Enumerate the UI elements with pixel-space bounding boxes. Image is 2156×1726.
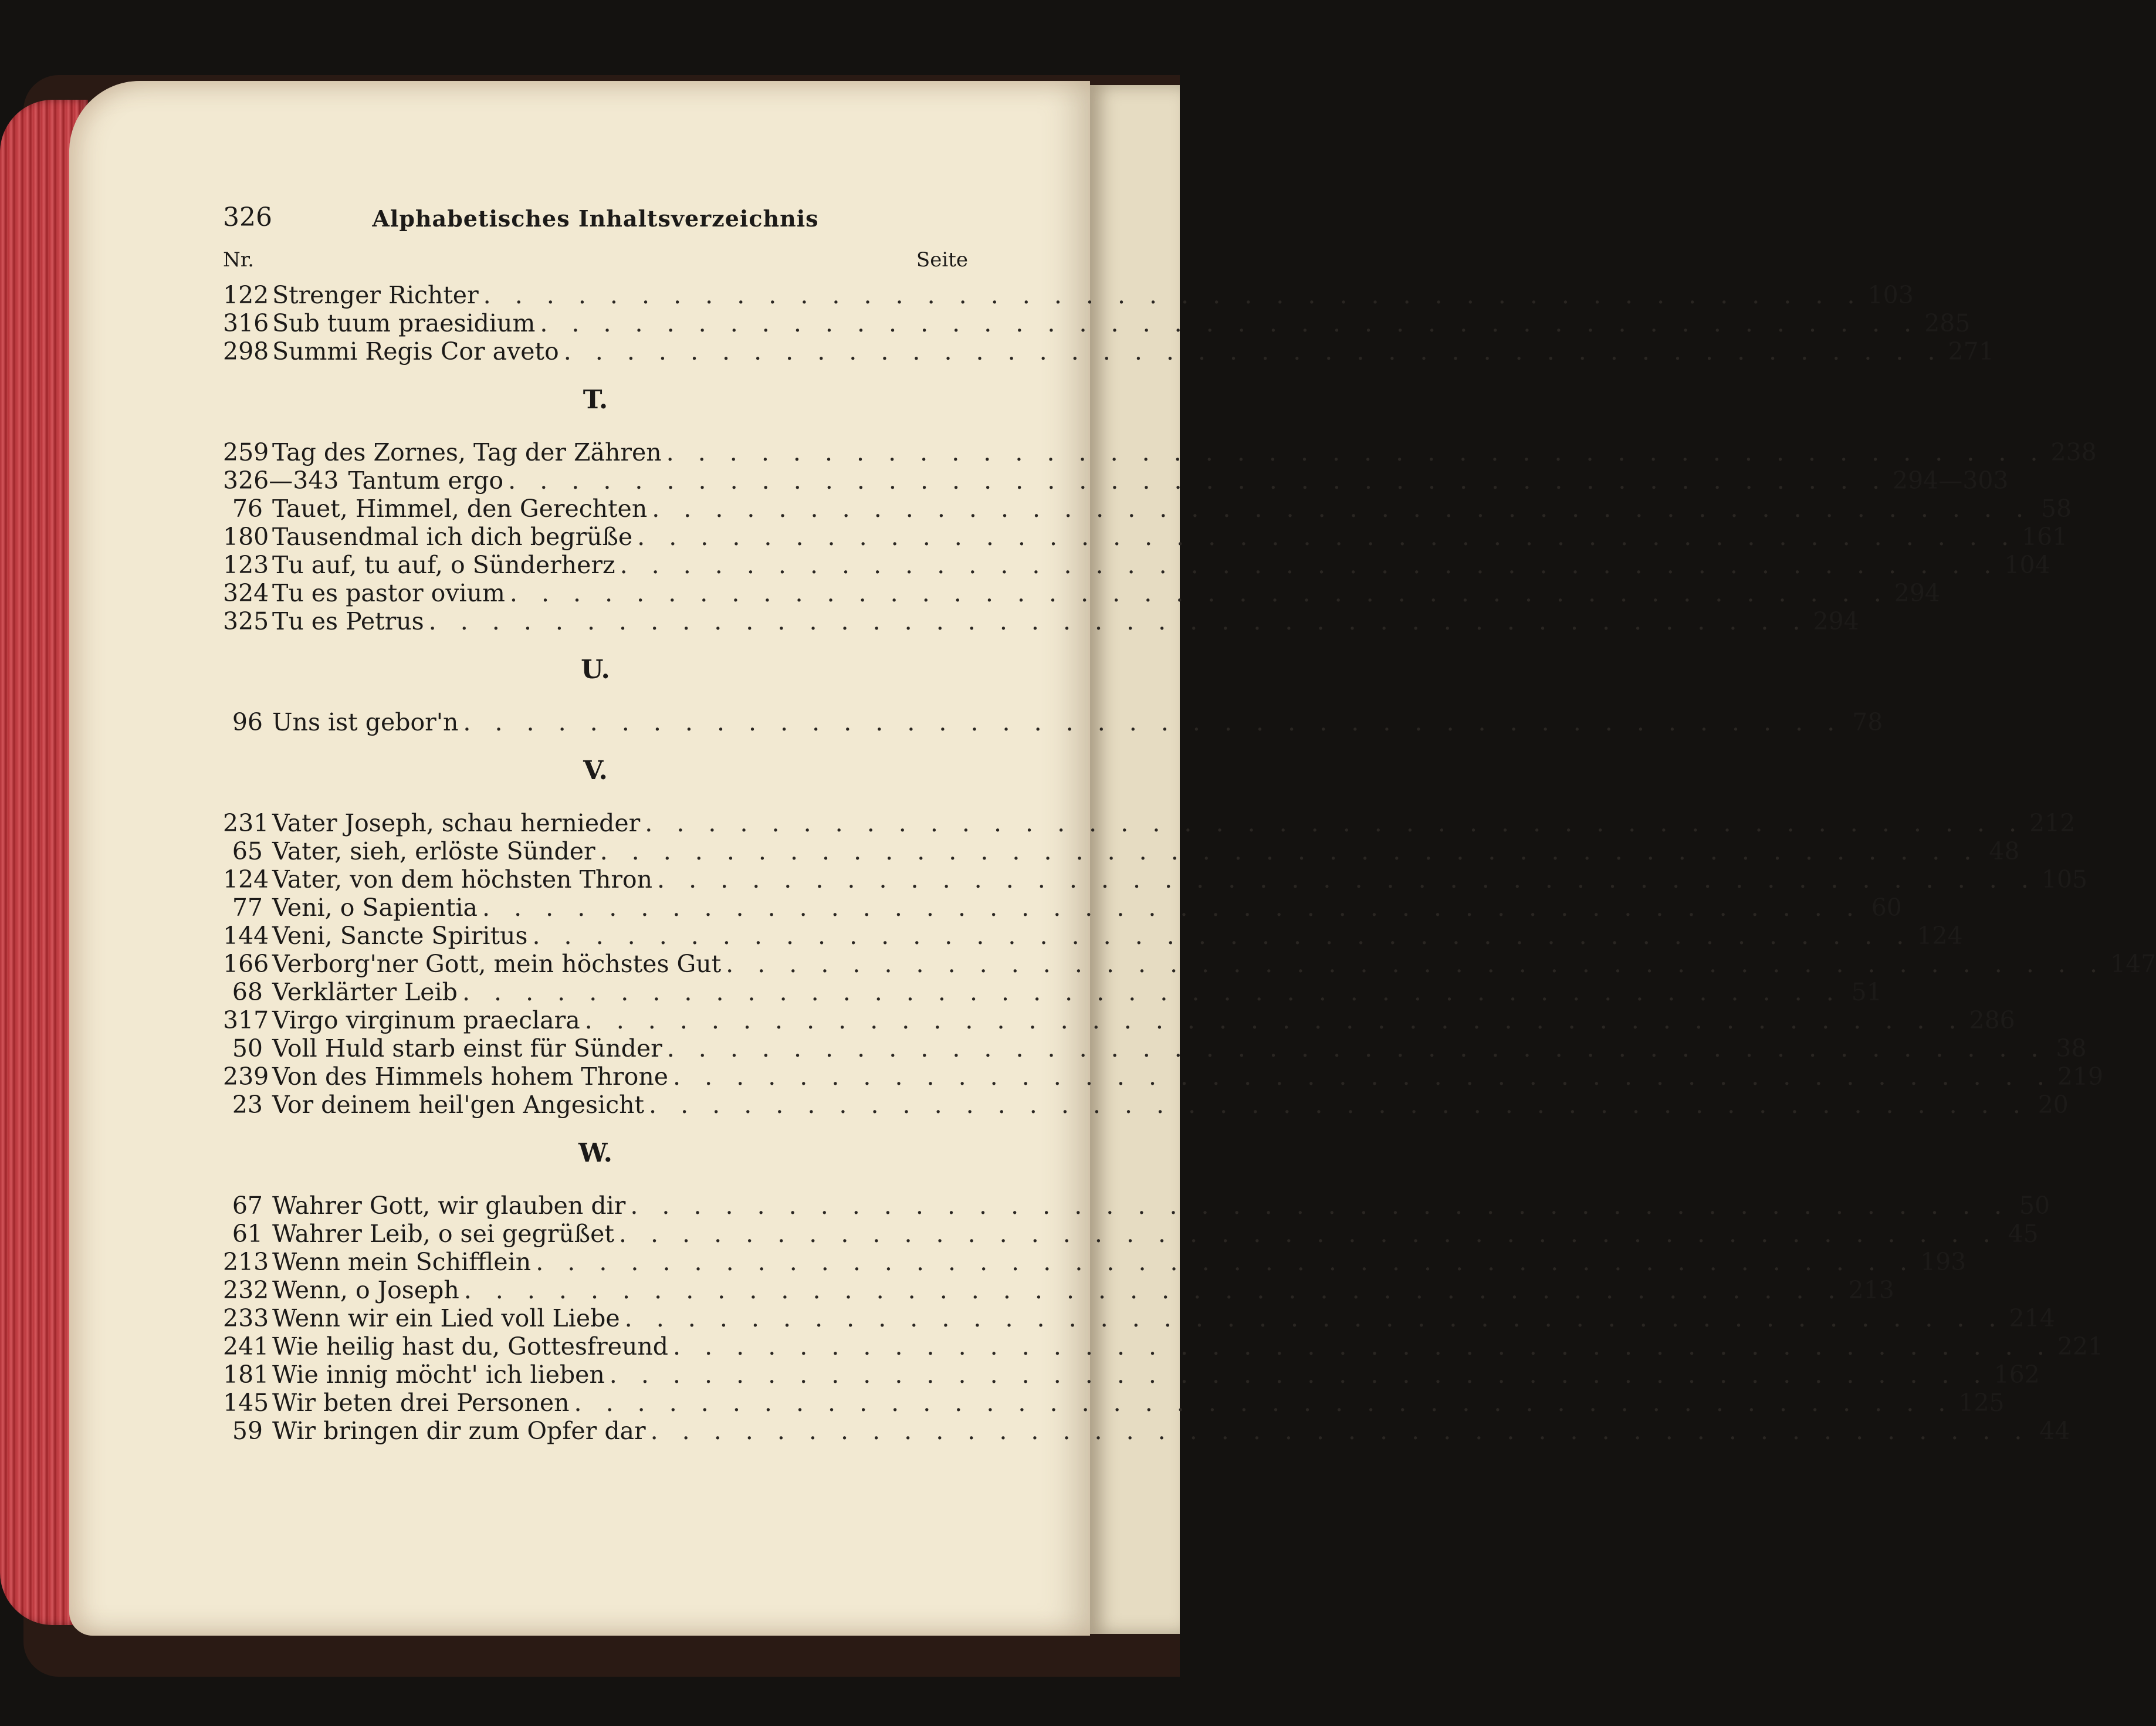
- entry-page: 48: [1989, 837, 2020, 865]
- leader-dots: . . . . . . . . . . . . . . . . . . . . . . . . . . . . . . . . . . . . . . . . . . . .: [462, 978, 1842, 1006]
- entry-number: 23: [232, 1091, 263, 1119]
- leader-dots: . . . . . . . . . . . . . . . . . . . . . . . . . . . . . . . . . . . . . . . . . . . .: [673, 1062, 2053, 1091]
- leader-dots: . . . . . . . . . . . . . . . . . . . . . . . . . . . . . . . . . . . . . . . . . . . .: [574, 1389, 1954, 1417]
- entry-page: 286: [1969, 1006, 2015, 1034]
- index-entry: [223, 950, 2156, 978]
- entry-number: 180: [223, 523, 269, 551]
- entry-number: 317: [223, 1006, 269, 1034]
- index-entry: [223, 579, 1941, 607]
- entry-number: 68: [232, 978, 263, 1006]
- entry-number: 59: [232, 1417, 263, 1445]
- entry-title: Vor deinem heil'gen Angesicht: [272, 1091, 644, 1119]
- leader-dots: . . . . . . . . . . . . . . . . . . . . . . . . . . . . . . . . . . . . . . . . . . . .: [624, 1304, 2005, 1332]
- index-entry: [223, 337, 1994, 365]
- entry-title: Veni, o Sapientia: [272, 894, 478, 922]
- entry-number: 145: [223, 1389, 269, 1417]
- leader-dots: . . . . . . . . . . . . . . . . . . . . . . . . . . . . . . . . . . . . . . . . . . . .: [666, 1034, 2047, 1062]
- leader-dots: . . . . . . . . . . . . . . . . . . . . . . . . . . . . . . . . . . . . . . . . . . . .: [584, 1006, 1965, 1034]
- entry-number: 123: [223, 551, 269, 579]
- entry-title: Uns ist gebor'n: [272, 708, 459, 736]
- entry-page: 294: [1894, 579, 1941, 607]
- entry-title: Wahrer Gott, wir glauben dir: [272, 1192, 626, 1220]
- entry-page: 45: [2008, 1220, 2039, 1248]
- index-entry: [223, 894, 1902, 922]
- leader-dots: . . . . . . . . . . . . . . . . . . . . . . . . . . . . . . . . . . . . . . . . . . . .: [482, 894, 1862, 922]
- index-entry: [223, 1304, 2055, 1332]
- entry-page: 212: [2029, 809, 2076, 837]
- entry-title: Verklärter Leib: [272, 978, 458, 1006]
- index-entry: [223, 1361, 2040, 1389]
- entry-title: Tu es pastor ovium: [272, 579, 505, 607]
- entry-number: 259: [223, 438, 269, 466]
- index-entry: [223, 438, 2097, 466]
- entry-title: Summi Regis Cor aveto: [272, 337, 559, 365]
- entry-number: 61: [232, 1220, 263, 1248]
- entry-number: 324: [223, 579, 269, 607]
- entry-title: Von des Himmels hohem Throne: [272, 1062, 668, 1091]
- entry-page: 125: [1958, 1389, 2005, 1417]
- entry-title: Sub tuum praesidium: [272, 309, 536, 337]
- entry-title: Wie innig möcht' ich lieben: [272, 1361, 605, 1389]
- section-letter: V.: [583, 756, 608, 786]
- entry-title: Vater, von dem höchsten Thron: [272, 865, 653, 894]
- entry-page: 285: [1924, 309, 1971, 337]
- entry-title: Tu es Petrus: [272, 607, 424, 635]
- entry-title: Wahrer Leib, o sei gegrüßet: [272, 1220, 614, 1248]
- column-headings: [223, 248, 968, 281]
- entry-title: Wenn mein Schifflein: [272, 1248, 532, 1276]
- entry-title: Tu auf, tu auf, o Sünderherz: [272, 551, 615, 579]
- index-entry: [223, 978, 1882, 1006]
- entry-title: Wir beten drei Personen: [272, 1389, 570, 1417]
- leader-dots: . . . . . . . . . . . . . . . . . . . . . . . . . . . . . . . . . . . . . . . . . . . .: [620, 551, 2000, 579]
- entry-number: 232: [223, 1276, 269, 1304]
- index-entry: [223, 837, 2020, 865]
- leader-dots: . . . . . . . . . . . . . . . . . . . . . . . . . . . . . . . . . . . . . . . . . . . .: [618, 1220, 1999, 1248]
- index-entry: [223, 1248, 1967, 1276]
- entry-number: 67: [232, 1192, 263, 1220]
- index-entry: [223, 1062, 2104, 1091]
- leader-dots: . . . . . . . . . . . . . . . . . . . . . . . . . . . . . . . . . . . . . . . . . . . .: [645, 809, 2025, 837]
- entry-page: 124: [1917, 922, 1963, 950]
- entry-page: 104: [2004, 551, 2050, 579]
- index-entry: [223, 708, 1883, 736]
- leader-dots: . . . . . . . . . . . . . . . . . . . . . . . . . . . . . . . . . . . . . . . . . . . .: [508, 466, 1888, 495]
- entry-page: 162: [1993, 1361, 2040, 1389]
- entry-page: 60: [1871, 894, 1902, 922]
- index-entry: [223, 809, 2076, 837]
- entry-title: Vater, sieh, erlöste Sünder: [272, 837, 595, 865]
- leader-dots: . . . . . . . . . . . . . . . . . . . . . . . . . . . . . . . . . . . . . . . . . . . .: [666, 438, 2046, 466]
- entry-number: 233: [223, 1304, 269, 1332]
- entry-page: 147: [2110, 950, 2156, 978]
- leader-dots: . . . . . . . . . . . . . . . . . . . . . . . . . . . . . . . . . . . . . . . . . . . .: [463, 1276, 1844, 1304]
- section-letter: U.: [581, 655, 610, 685]
- leader-dots: . . . . . . . . . . . . . . . . . . . . . . . . . . . . . . . . . . . . . . . . . . . .: [536, 1248, 1916, 1276]
- index-entry: [223, 309, 1971, 337]
- entry-page: 193: [1920, 1248, 1967, 1276]
- index-entry: [223, 922, 1963, 950]
- index-entry: [223, 1417, 2070, 1445]
- entry-number: 231: [223, 809, 269, 837]
- entry-number: 213: [223, 1248, 269, 1276]
- entry-title: Wenn, o Joseph: [272, 1276, 459, 1304]
- index-entry: [223, 607, 1859, 635]
- entry-number: 241: [223, 1332, 269, 1361]
- entry-page: 20: [2037, 1091, 2069, 1119]
- entry-number: 122: [223, 281, 269, 309]
- entry-title: Verborg'ner Gott, mein höchstes Gut: [272, 950, 722, 978]
- entry-page: 271: [1948, 337, 1994, 365]
- index-content: [223, 202, 2156, 1445]
- column-heading-nr: Nr.: [223, 248, 255, 272]
- entry-page: 78: [1852, 708, 1883, 736]
- entry-page: 238: [2050, 438, 2097, 466]
- leader-dots: . . . . . . . . . . . . . . . . . . . . . . . . . . . . . . . . . . . . . . . . . . . .: [649, 1091, 2029, 1119]
- entry-number: 50: [232, 1034, 263, 1062]
- leader-dots: . . . . . . . . . . . . . . . . . . . . . . . . . . . . . . . . . . . . . . . . . . . .: [483, 281, 1863, 309]
- leader-dots: . . . . . . . . . . . . . . . . . . . . . . . . . . . . . . . . . . . . . . . . . . . .: [463, 708, 1843, 736]
- entry-page: 161: [2021, 523, 2068, 551]
- index-entry: [223, 1192, 2050, 1220]
- entry-page: 219: [2057, 1062, 2104, 1091]
- entry-number: 298: [223, 337, 269, 365]
- entry-title: Wir bringen dir zum Opfer dar: [272, 1417, 646, 1445]
- leader-dots: . . . . . . . . . . . . . . . . . . . . . . . . . . . . . . . . . . . . . . . . . . . .: [609, 1361, 1989, 1389]
- leader-dots: . . . . . . . . . . . . . . . . . . . . . . . . . . . . . . . . . . . . . . . . . . . .: [637, 523, 2017, 551]
- leader-dots: . . . . . . . . . . . . . . . . . . . . . . . . . . . . . . . . . . . . . . . . . . . .: [428, 607, 1809, 635]
- entry-number: 316: [223, 309, 269, 337]
- entry-page: 58: [2040, 495, 2072, 523]
- entry-number: 326—343: [223, 466, 339, 495]
- entry-number: 181: [223, 1361, 269, 1389]
- leader-dots: . . . . . . . . . . . . . . . . . . . . . . . . . . . . . . . . . . . . . . . . . . . .: [532, 922, 1913, 950]
- running-title: Alphabetisches Inhaltsverzeichnis: [372, 205, 819, 232]
- entry-number: 76: [232, 495, 263, 523]
- entry-title: Virgo virginum praeclara: [272, 1006, 580, 1034]
- index-entry: [223, 466, 2009, 495]
- entry-page: 38: [2056, 1034, 2087, 1062]
- entry-page: 221: [2057, 1332, 2104, 1361]
- index-entry: [223, 551, 2050, 579]
- entry-page: 44: [2039, 1417, 2070, 1445]
- column-heading-page: Seite: [916, 248, 968, 272]
- entry-page: 214: [2009, 1304, 2055, 1332]
- leader-dots: . . . . . . . . . . . . . . . . . . . . . . . . . . . . . . . . . . . . . . . . . . . .: [630, 1192, 2011, 1220]
- index-entry: [223, 1276, 1894, 1304]
- entry-title: Voll Huld starb einst für Sünder: [272, 1034, 662, 1062]
- leader-dots: . . . . . . . . . . . . . . . . . . . . . . . . . . . . . . . . . . . . . . . . . . . .: [726, 950, 2106, 978]
- index-entry: [223, 281, 1914, 309]
- entry-number: 144: [223, 922, 269, 950]
- index-entry: [223, 1389, 2005, 1417]
- entry-page: 51: [1851, 978, 1882, 1006]
- page-header: [223, 202, 968, 243]
- index-entry: [223, 495, 2072, 523]
- entry-number: 239: [223, 1062, 269, 1091]
- entry-title: Vater Joseph, schau hernieder: [272, 809, 641, 837]
- entry-page: 294: [1813, 607, 1859, 635]
- leader-dots: . . . . . . . . . . . . . . . . . . . . . . . . . . . . . . . . . . . . . . . . . . . .: [673, 1332, 2053, 1361]
- entry-title: Wie heilig hast du, Gottesfreund: [272, 1332, 669, 1361]
- entry-page: 105: [2041, 865, 2088, 894]
- index-entry: [223, 1034, 2087, 1062]
- index-entry: [223, 1006, 2015, 1034]
- entry-number: 166: [223, 950, 269, 978]
- index-entry: [223, 1091, 2069, 1119]
- leader-dots: . . . . . . . . . . . . . . . . . . . . . . . . . . . . . . . . . . . . . . . . . . . .: [650, 1417, 2030, 1445]
- entry-title: Tauet, Himmel, den Gerechten: [272, 495, 648, 523]
- entry-page: 103: [1867, 281, 1914, 309]
- index-entry: [223, 1332, 2104, 1361]
- entry-title: Tausendmal ich dich begrüße: [272, 523, 633, 551]
- leader-dots: . . . . . . . . . . . . . . . . . . . . . . . . . . . . . . . . . . . . . . . . . . . .: [540, 309, 1920, 337]
- entry-number: 325: [223, 607, 269, 635]
- entry-number: 65: [232, 837, 263, 865]
- entry-page: 294—303: [1892, 466, 2009, 495]
- entry-title: Strenger Richter: [272, 281, 479, 309]
- leader-dots: . . . . . . . . . . . . . . . . . . . . . . . . . . . . . . . . . . . . . . . . . . . .: [563, 337, 1944, 365]
- leader-dots: . . . . . . . . . . . . . . . . . . . . . . . . . . . . . . . . . . . . . . . . . . . .: [509, 579, 1890, 607]
- entry-title: Tag des Zornes, Tag der Zähren: [272, 438, 662, 466]
- index-entry: [223, 865, 2088, 894]
- section-letter: W.: [578, 1138, 612, 1168]
- entry-title: Wenn wir ein Lied voll Liebe: [272, 1304, 620, 1332]
- section-letter: T.: [583, 385, 608, 415]
- index-entry: [223, 523, 2068, 551]
- entry-number: 96: [232, 708, 263, 736]
- index-entry: [223, 1220, 2039, 1248]
- entry-number: 77: [232, 894, 263, 922]
- entry-page: 50: [2019, 1192, 2050, 1220]
- leader-dots: . . . . . . . . . . . . . . . . . . . . . . . . . . . . . . . . . . . . . . . . . . . .: [657, 865, 2037, 894]
- entry-number: 124: [223, 865, 269, 894]
- entry-title: Veni, Sancte Spiritus: [272, 922, 528, 950]
- page-number: 326: [223, 202, 272, 232]
- leader-dots: . . . . . . . . . . . . . . . . . . . . . . . . . . . . . . . . . . . . . . . . . . . .: [652, 495, 2032, 523]
- entry-title: Tantum ergo: [348, 466, 504, 495]
- entry-page: 213: [1848, 1276, 1894, 1304]
- index-sections: [223, 281, 2156, 1445]
- leader-dots: . . . . . . . . . . . . . . . . . . . . . . . . . . . . . . . . . . . . . . . . . . . .: [600, 837, 1980, 865]
